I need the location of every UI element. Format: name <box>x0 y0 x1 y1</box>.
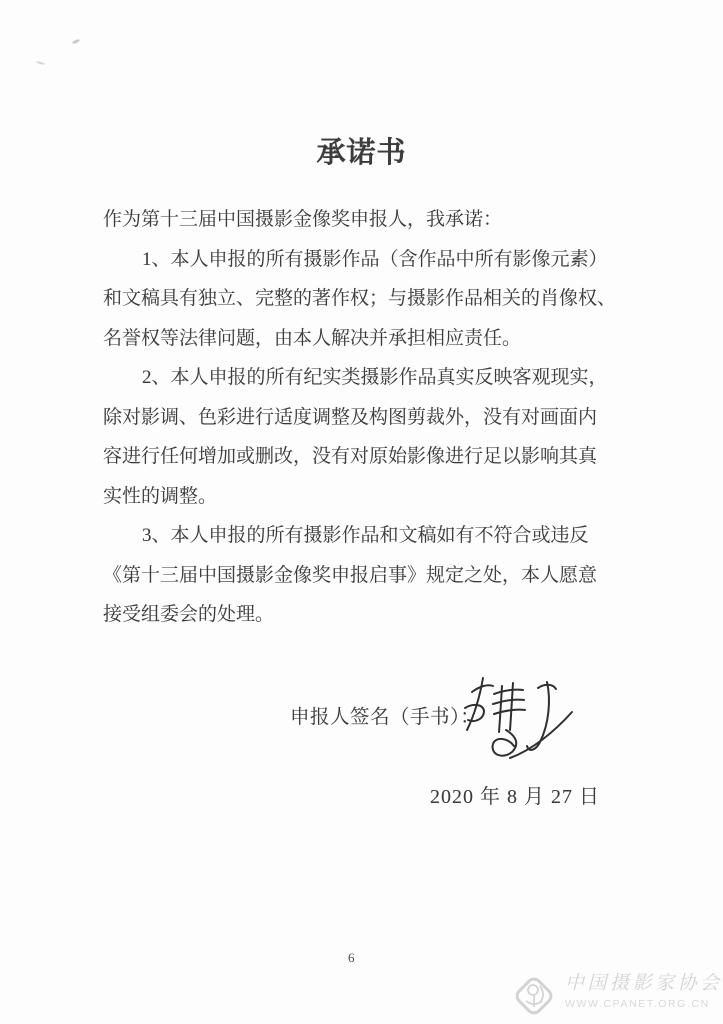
handwritten-signature <box>450 672 580 774</box>
body-line: 容进行任何增加或删改，没有对原始影像进行足以影响其真 <box>103 446 598 467</box>
body-line: 和文稿具有独立、完整的著作权；与摄影作品相关的肖像权、 <box>103 288 617 309</box>
cpa-logo-icon <box>512 974 556 1018</box>
watermark-org-name: 中国摄影家协会 <box>565 973 723 994</box>
body-line: 《第十三届中国摄影金像奖申报启事》规定之处，本人愿意 <box>103 564 598 586</box>
signature-label: 申报人签名（手书）： <box>290 707 481 728</box>
body-line: 接受组委会的处理。 <box>103 604 275 625</box>
body-line: 2、本人申报的所有纪实类摄影作品真实反映客观现实， <box>142 367 608 388</box>
body-line: 3、本人申报的所有摄影作品和文稿如有不符合或违反 <box>142 525 589 546</box>
page-number: 6 <box>348 950 355 965</box>
body-line: 名誉权等法律问题，由本人解决并承担相应责任。 <box>103 327 522 349</box>
watermark-url: WWW.CPANET.ORG.CN <box>565 998 710 1010</box>
document-body <box>103 200 627 635</box>
watermark <box>512 972 723 1018</box>
body-line: 除对影调、色彩进行适度调整及构图剪裁外，没有对画面内 <box>103 406 598 428</box>
scan-speck <box>36 61 45 65</box>
watermark-text <box>565 972 723 1010</box>
document-title: 承诺书 <box>316 137 407 169</box>
date-line: 2020 年 8 月 27 日 <box>430 786 600 808</box>
body-line: 1、本人申报的所有摄影作品（含作品中所有影像元素） <box>142 248 608 270</box>
body-line: 作为第十三届中国摄影金像奖申报人，我承诺： <box>103 209 503 230</box>
body-line: 实性的调整。 <box>103 485 218 507</box>
scan-speck <box>72 39 81 45</box>
